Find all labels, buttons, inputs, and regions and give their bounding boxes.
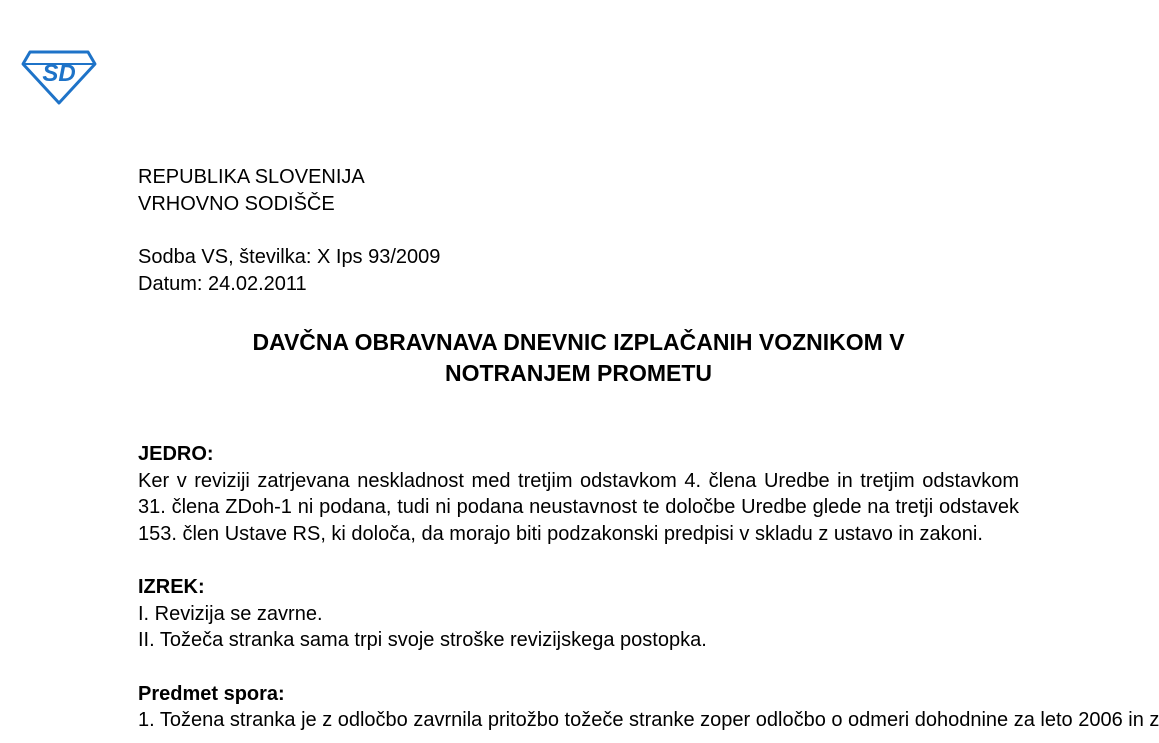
jedro-text: Ker v reviziji zatrjevana neskladnost med tretjim odstavkom 4. člena Uredbe in tretjim odstavkom 31. člena ZDoh-1 ni podana, tudi ni podana neustavnost te določbe Uredbe glede na tretji odstavek 153. člen Ustave RS, ki določa, da morajo biti podzakonski predpisi v skladu z ustavo in zakoni. [138, 469, 1019, 545]
predmet-section [138, 681, 1159, 731]
izrek-heading: IZREK: [138, 576, 205, 598]
predmet-text-partial: 1. Tožena stranka je z odločbo zavrnila pritožbo tožeče stranke zoper odločbo o odmeri dohodnine za leto 2006 in z [138, 709, 1159, 731]
title-line-2: NOTRANJEM PROMETU [444, 360, 713, 386]
title-line-1: DAVČNA OBRAVNAVA DNEVNIC IZPLAČANIH VOZNIKOM V [252, 329, 905, 355]
document-title [138, 327, 1019, 389]
izrek-section [138, 574, 1019, 654]
izrek-item-1: I. Revizija se zavrne. [138, 602, 323, 625]
document-body [138, 164, 1159, 731]
court-logo-icon [22, 48, 96, 104]
izrek-item-2: II. Tožeča stranka sama trpi svoje stroške revizijskega postopka. [138, 629, 707, 651]
court-name: VRHOVNO SODIŠČE [138, 192, 335, 215]
jedro-heading: JEDRO: [138, 443, 214, 465]
logo-text: SD [42, 60, 76, 87]
case-number: Sodba VS, številka: X Ips 93/2009 [138, 246, 441, 268]
country-name: REPUBLIKA SLOVENIJA [138, 166, 365, 188]
predmet-heading: Predmet spora: [138, 682, 285, 705]
case-date: Datum: 24.02.2011 [138, 272, 307, 295]
jedro-section [138, 441, 1019, 547]
